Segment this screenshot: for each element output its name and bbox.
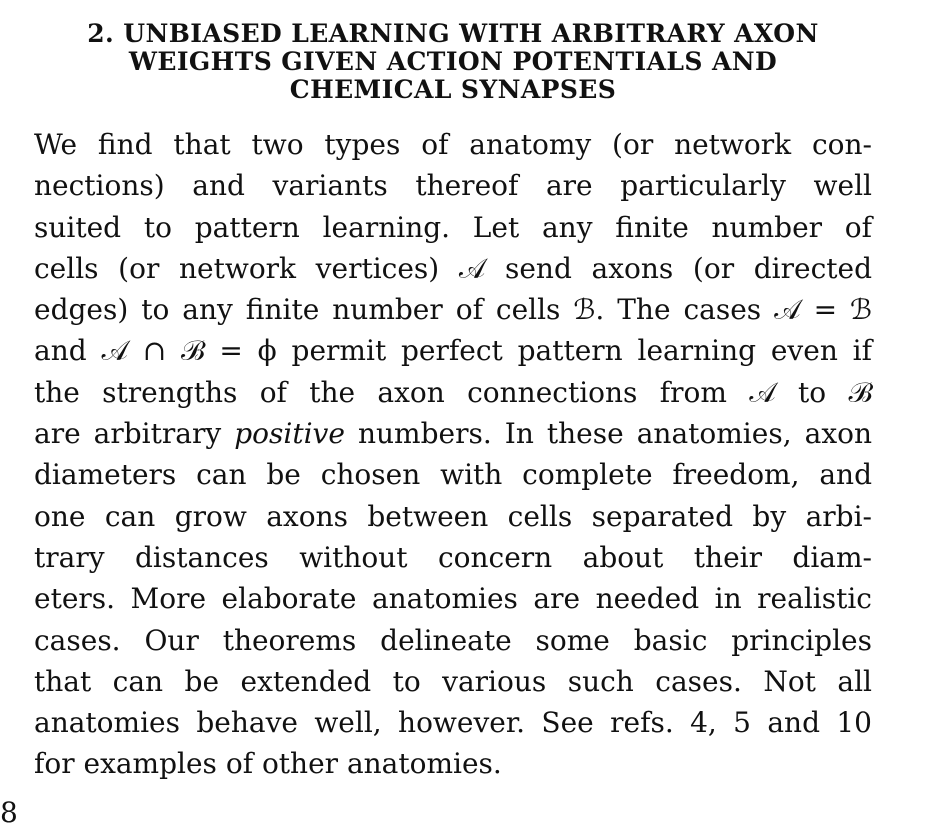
paragraph-line: cells (or network vertices) 𝒜 send axons (or directed <box>34 251 872 285</box>
paragraph-line: diameters can be chosen with complete freedom, and <box>34 458 872 492</box>
paragraph-line: anatomies behave well, however. See refs. 4, 5 and 10 <box>34 706 872 740</box>
heading-line: 2. UNBIASED LEARNING WITH ARBITRARY AXON <box>87 19 819 48</box>
paragraph-line: are arbitrary positive numbers. In these anatomies, axon <box>34 417 872 451</box>
section-paragraph <box>34 124 872 785</box>
page-number: 8 <box>0 796 18 829</box>
paragraph-line: trary distances without concern about their diam- <box>34 540 872 574</box>
paragraph-line: edges) to any finite number of cells ℬ. The cases 𝒜 = ℬ <box>34 293 872 327</box>
paragraph-line: one can grow axons between cells separated by arbi- <box>34 499 872 533</box>
paragraph-line: the strengths of the axon connections from 𝒜 to ℬ <box>34 375 872 409</box>
paragraph-line: eters. More elaborate anatomies are needed in realistic <box>34 582 872 616</box>
heading-line: CHEMICAL SYNAPSES <box>289 75 617 104</box>
paragraph-line: and 𝒜 ∩ ℬ = ϕ permit perfect pattern learning even if <box>34 334 872 368</box>
paragraph-line: We find that two types of anatomy (or network con- <box>34 128 872 161</box>
paragraph-line: that can be extended to various such cases. Not all <box>34 664 872 698</box>
paragraph-line: cases. Our theorems delineate some basic principles <box>34 623 872 657</box>
emphasis: positive <box>234 417 345 451</box>
heading-line: WEIGHTS GIVEN ACTION POTENTIALS AND <box>128 47 778 76</box>
paragraph-line: for examples of other anatomies. <box>34 747 502 781</box>
section-heading <box>34 20 872 104</box>
paragraph-line: suited to pattern learning. Let any finite number of <box>34 210 872 244</box>
paragraph-line: nections) and variants thereof are particularly well <box>34 169 872 203</box>
